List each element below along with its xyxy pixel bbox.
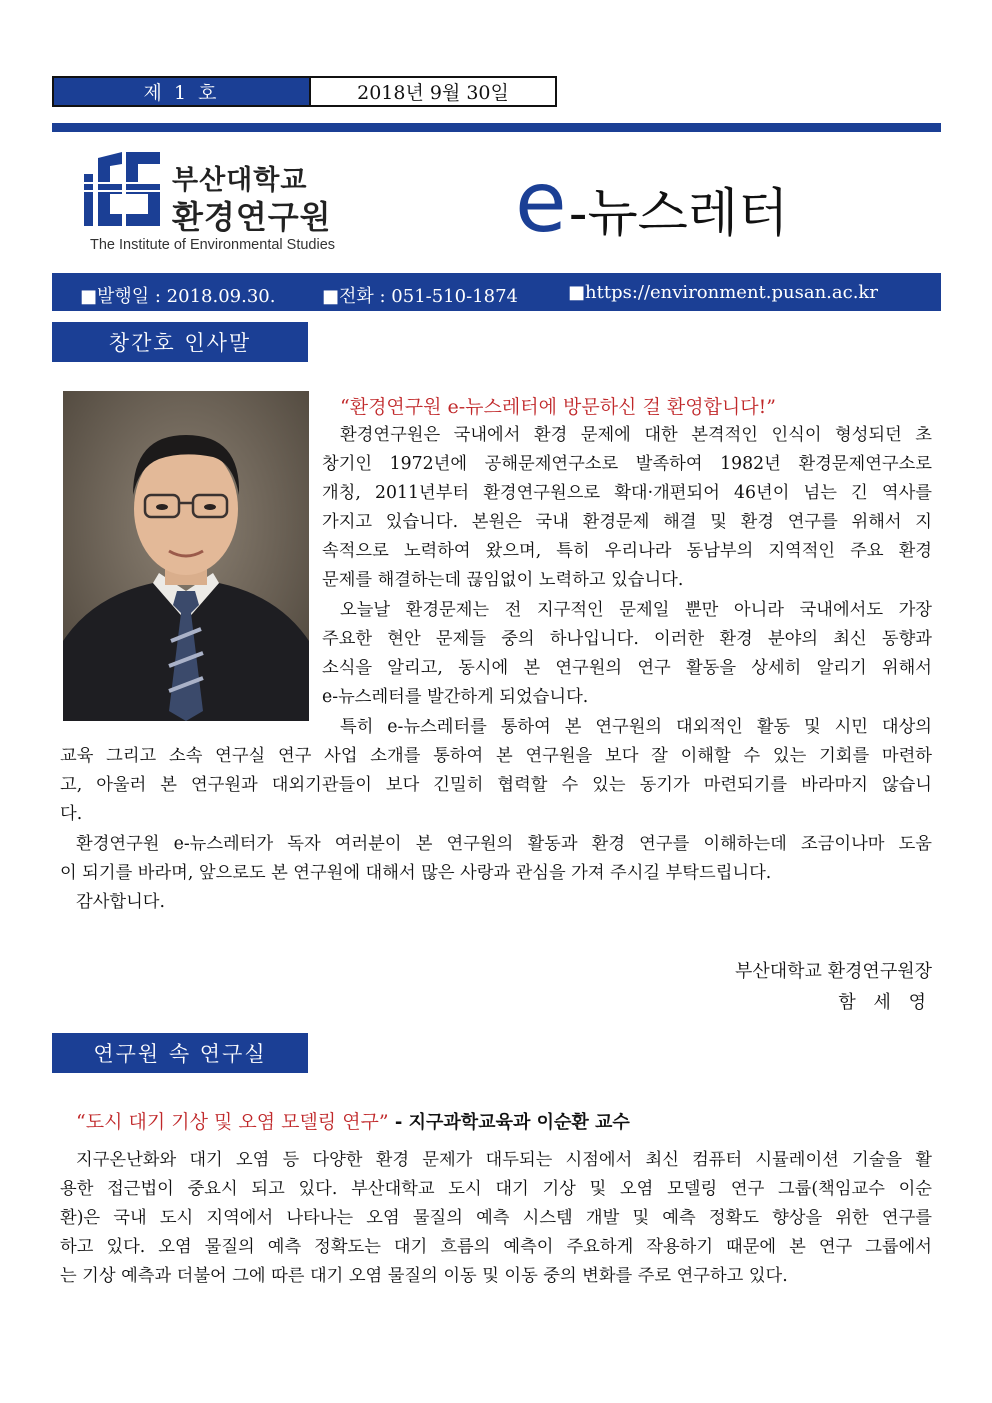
top-rule <box>52 123 941 132</box>
lab-title <box>76 1107 630 1134</box>
website-link[interactable]: ■https://environment.pusan.ac.kr <box>568 282 878 303</box>
greeting-line: 창기인 1972년에 공해문제연구소로 발족하여 1982년 환경문제연구소로 <box>322 454 932 474</box>
logo-english-name: The Institute of Environmental Studies <box>90 237 336 253</box>
newsletter-title <box>515 153 789 251</box>
greeting-line: 환경연구원은 국내에서 환경 문제에 대한 본격적인 인식이 형성되던 초 <box>340 425 932 445</box>
ies-logo-mark <box>84 152 160 234</box>
institute-logo <box>84 152 354 256</box>
greeting-line: 고, 아울러 본 연구원과 대외기관들이 보다 긴밀히 협력할 수 있는 동기가 마련되기를 바라마지 않습니 <box>60 775 932 795</box>
greeting-line: 주요한 현안 문제들 중의 하나입니다. 이러한 환경 분야의 최신 동향과 <box>322 629 932 649</box>
greeting-line: 다. <box>60 804 83 824</box>
greeting-line: 감사합니다. <box>76 892 165 912</box>
info-bar <box>52 273 941 311</box>
issue-box <box>52 76 557 107</box>
greeting-line: 환경연구원 e-뉴스레터가 독자 여러분이 본 연구원의 활동과 환경 연구를 이해하는데 조금이나마 도움 <box>76 834 932 854</box>
greeting-line: 문제를 해결하는데 끊임없이 노력하고 있습니다. <box>322 570 684 590</box>
greeting-line: 오늘날 환경문제는 전 지구적인 문제일 뿐만 아니라 국내에서도 가장 <box>340 600 932 620</box>
greeting-line: 특히 e-뉴스레터를 통하여 본 연구원의 대외적인 활동 및 시민 대상의 <box>340 717 932 737</box>
greeting-line: e-뉴스레터를 발간하게 되었습니다. <box>322 687 589 707</box>
lab-line: 지구온난화와 대기 오염 등 다양한 환경 문제가 대두되는 시점에서 최신 컴퓨터 시뮬레이션 기술을 활 <box>76 1150 932 1170</box>
greeting-line: 개칭, 2011년부터 환경연구원으로 확대·개편되어 46년이 넘는 긴 역사를 <box>322 483 932 503</box>
greeting-line: 교육 그리고 소속 연구실 연구 사업 소개를 통하여 본 연구원을 보다 잘 이해할 수 있는 기회를 마련하 <box>60 746 932 766</box>
phone-number: ■전화 : 051-510-1874 <box>322 286 518 307</box>
greeting-heading: 창간호 인사말 <box>52 322 308 362</box>
greeting-line: 소식을 알리고, 동시에 본 연구원의 연구 활동을 상세히 알리기 위해서 <box>322 658 932 678</box>
lab-title-byline: - 지구과학교육과 이순환 교수 <box>388 1112 630 1133</box>
lab-line: 환)은 국내 도시 지역에서 나타나는 오염 물질의 예측 시스템 개발 및 예측 정확도 향상을 위한 연구를 <box>60 1208 932 1228</box>
newsletter-title-text: -뉴스레터 <box>568 184 789 244</box>
published-date: ■발행일 : 2018.09.30. <box>80 286 276 307</box>
logo-name-line1: 부산대학교 <box>172 165 308 196</box>
lab-line: 하고 있다. 오염 물질의 예측 정확도는 대기 흐름의 예측이 주요하게 작용하기 때문에 본 연구 그룹에서 <box>60 1237 932 1257</box>
signature-organization: 부산대학교 환경연구원장 <box>735 961 932 982</box>
newsletter-title-e: e <box>515 153 567 251</box>
lab-line: 용한 접근법이 중요시 되고 있다. 부산대학교 도시 대기 기상 및 오염 모델링 연구 그룹(책임교수 이순 <box>60 1179 932 1199</box>
greeting-line: 가지고 있습니다. 본원은 국내 환경문제 해결 및 환경 연구를 위해서 지 <box>322 512 932 532</box>
greeting-line: 속적으로 노력하여 왔으며, 특히 우리나라 동남부의 지역적인 주요 환경 <box>322 541 932 561</box>
signature-name: 함 세 영 <box>838 992 932 1013</box>
logo-name-line2: 환경연구원 <box>172 198 332 236</box>
director-portrait <box>63 391 309 721</box>
issue-number: 제 1 호 <box>54 78 309 105</box>
greeting-quote: “환경연구원 e-뉴스레터에 방문하신 걸 환영합니다!” <box>340 396 776 418</box>
greeting-line: 이 되기를 바라며, 앞으로도 본 연구원에 대해서 많은 사랑과 관심을 가져 주시길 부탁드립니다. <box>60 863 772 883</box>
issue-date: 2018년 9월 30일 <box>309 78 555 105</box>
lab-heading: 연구원 속 연구실 <box>52 1033 308 1073</box>
lab-title-quote: “도시 대기 기상 및 오염 모델링 연구” <box>76 1111 389 1133</box>
lab-line: 는 기상 예측과 더불어 그에 따른 대기 오염 물질의 이동 및 이동 중의 변화를 주로 연구하고 있다. <box>60 1266 788 1286</box>
